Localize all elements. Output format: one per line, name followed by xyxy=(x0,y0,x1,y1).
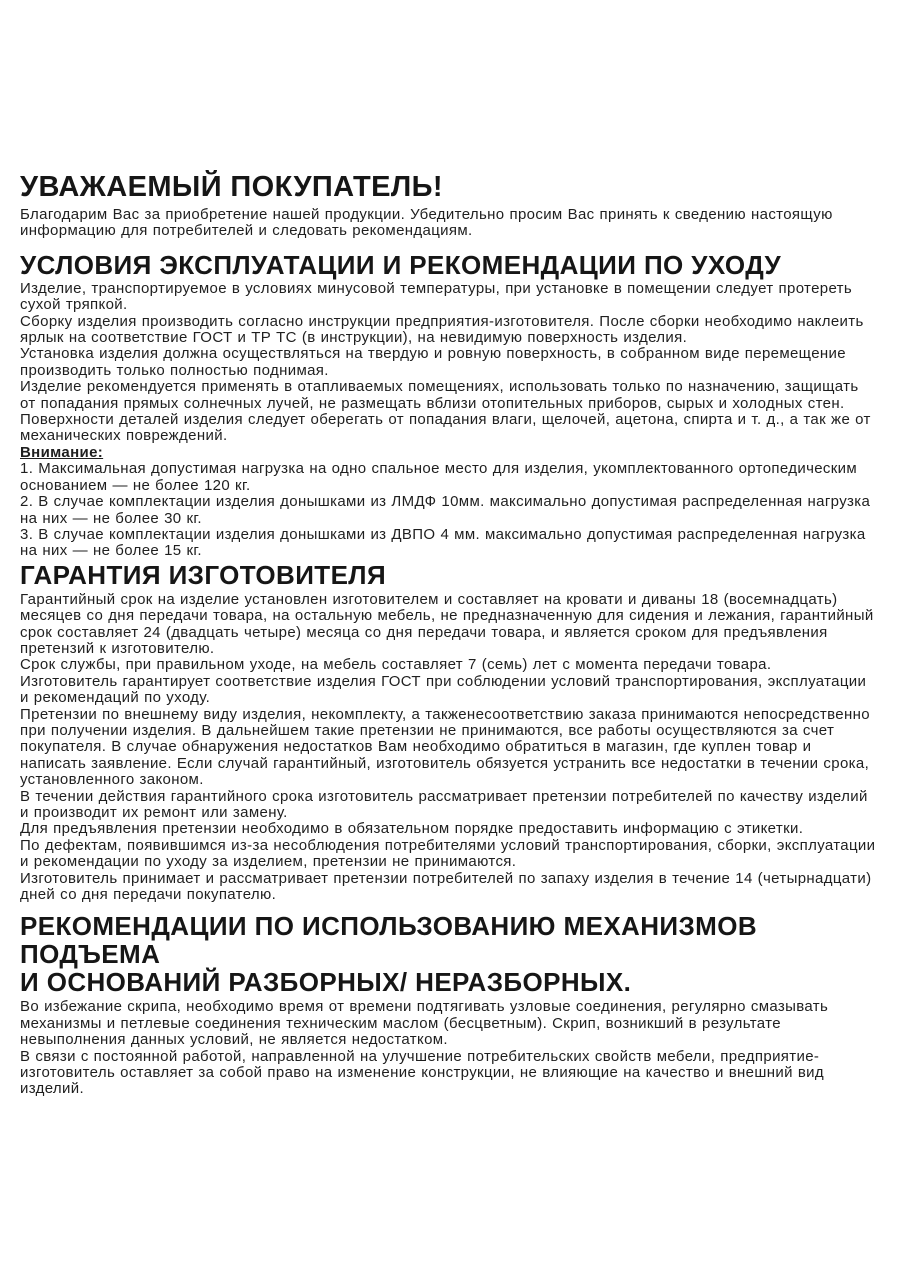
paragraph: Гарантийный срок на изделие установлен изготовителем и составляет на кровати и диваны 18 (восемнадцать) месяцев со дня передачи товара, на остальную мебель, не предназначенную для сидения и лежания, гарантийный срок составляет 24 (двадцать четыре) месяца со дня передачи товара, и является сроком для предъявления претензий к изготовителю. xyxy=(20,590,874,657)
attention-item: 1. Максимальная допустимая нагрузка на одно спальное место для изделия, укомплектованного ортопедическим основанием — не более 120 кг. xyxy=(20,460,858,494)
paragraph: В течении действия гарантийного срока изготовитель рассматривает претензии потребителей по качеству изделий и производит их ремонт или замену. xyxy=(20,787,868,821)
paragraph: Установка изделия должна осуществляться на твердую и ровную поверхность, в собранном виде перемещение производить только полностью поднимая. xyxy=(20,345,846,379)
section-usage-heading xyxy=(20,251,878,279)
paragraph: Претензии по внешнему виду изделия, некомплекту, а такженесоответствию заказа принимаются непосредственно при получении изделия. В дальнейшем такие претензии не принимаются, все работы осуществляются за счет покупателя. В случае обнаружения недостатков Вам необходимо обратиться в магазин, где куплен товар и написать заявление. Если случай гарантийный, изготовитель обязуется устранить все недостатки в течении срока, установленного законом. xyxy=(20,705,870,789)
paragraph: По дефектам, появившимся из-за несоблюдения потребителями условий транспортирования, сборки, эксплуатации и рекомендации по уходу за изделием, претензии не принимаются. xyxy=(20,836,876,871)
attention-item: 2. В случае комплектации изделия донышками из ЛМДФ 10мм. максимально допустимая распределенная нагрузка на них — не более 30 кг. xyxy=(20,493,871,527)
heading-line: ГАРАНТИЯ ИЗГОТОВИТЕЛЯ xyxy=(20,559,387,590)
section-mechanisms xyxy=(20,912,878,1097)
paragraph: Для предъявления претензии необходимо в обязательном порядке предоставить информацию с этикетки. xyxy=(20,820,804,838)
paragraph: Изделие рекомендуется применять в отапливаемых помещениях, использовать только по назначению, защищать от попадания прямых солнечных лучей, не размещать вблизи отопительных приборов, сырых и холодных стен. xyxy=(20,378,859,412)
heading-line: УВАЖАЕМЫЙ ПОКУПАТЕЛЬ! xyxy=(20,171,443,203)
attention-item: 3. В случае комплектации изделия донышками из ДВПО 4 мм. максимально допустимая распределенная нагрузка на них — не более 15 кг. xyxy=(20,525,866,560)
heading-line: УСЛОВИЯ ЭКСПЛУАТАЦИИ И РЕКОМЕНДАЦИИ ПО УХОДУ xyxy=(20,249,782,280)
paragraph: Срок службы, при правильном уходе, на мебель составляет 7 (семь) лет с момента передачи товара. xyxy=(20,656,772,674)
section-mechanisms-heading xyxy=(20,912,878,996)
section-warranty xyxy=(20,561,878,904)
section-warranty-heading xyxy=(20,561,878,589)
section-greeting-heading xyxy=(20,172,878,203)
heading-line: РЕКОМЕНДАЦИИ ПО ИСПОЛЬЗОВАНИЮ МЕХАНИЗМОВ ПОДЪЕМА xyxy=(20,911,758,970)
paragraph: Изделие, транспортируемое в условиях минусовой температуры, при установке в помещении следует протереть сухой тряпкой. xyxy=(20,279,853,314)
section-usage-conditions xyxy=(20,251,878,560)
section-greeting xyxy=(20,172,878,240)
paragraph: Поверхности деталей изделия следует оберегать от попадания влаги, щелочей, ацетона, спирта и т. д., а так же от механических повреждений. xyxy=(20,411,871,445)
paragraph: Изготовитель гарантирует соответствие изделия ГОСТ при соблюдении условий транспортирования, эксплуатации и рекомендаций по уходу. xyxy=(20,672,867,707)
paragraph: Изготовитель принимает и рассматривает претензии потребителей по запаху изделия в течение 14 (четырнадцати) дней со дня передачи покупателю. xyxy=(20,869,872,904)
paragraph: Сборку изделия производить согласно инструкции предприятия-изготовителя. После сборки необходимо наклеить ярлык на соответствие ГОСТ и ТР ТС (в инструкции), на невидимую поверхность изделия. xyxy=(20,312,864,347)
paragraph: В связи с постоянной работой, направленной на улучшение потребительских свойств мебели, предприятие-изготовитель оставляет за собой право на изменение конструкции, не влияющие на качество и внешний вид изделий. xyxy=(20,1047,825,1098)
heading-line: И ОСНОВАНИЙ РАЗБОРНЫХ/ НЕРАЗБОРНЫХ. xyxy=(20,967,632,998)
paragraph: Во избежание скрипа, необходимо время от времени подтягивать узловые соединения, регулярно смазывать механизмы и петлевые соединения техническим маслом (бесцветным). Скрип, возникший в результате невыполнения данных условий, не является недостатком. xyxy=(20,998,829,1049)
paragraph: Благодарим Вас за приобретение нашей продукции. Убедительно просим Вас принять к сведению настоящую информацию для потребителей и следовать рекомендациям. xyxy=(20,206,833,240)
attention-label: Внимание: xyxy=(20,443,104,461)
